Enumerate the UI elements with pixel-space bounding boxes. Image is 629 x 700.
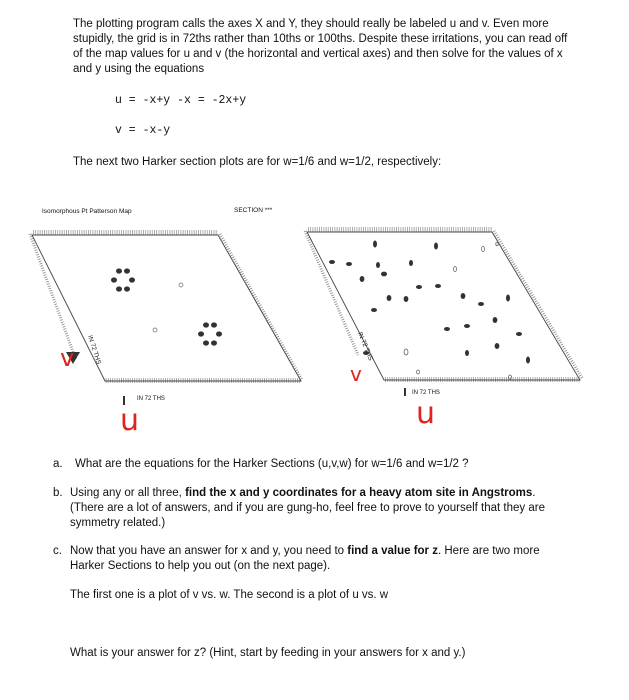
peak — [116, 286, 122, 291]
axis-arrow-u — [404, 388, 406, 396]
peak — [495, 343, 500, 349]
right-bottom-tick-band — [384, 377, 580, 382]
peak — [464, 324, 470, 328]
peak — [376, 262, 380, 268]
peak — [211, 340, 217, 345]
peak — [516, 332, 522, 336]
peak — [387, 295, 392, 301]
final-question: What is your answer for z? (Hint, start by feeding in your answers for x and y.) — [70, 647, 466, 659]
left-bottom-tick-band — [105, 378, 301, 383]
minor-peak — [482, 247, 485, 252]
minor-peak — [153, 328, 157, 332]
peak — [346, 262, 352, 266]
left-top-tick-band — [32, 230, 218, 235]
question-b-emphasis: find the x and y coordinates for a heavy atom site in Angstroms — [185, 487, 533, 499]
handwritten-u-right: u — [416, 396, 436, 431]
peak-cluster — [198, 322, 222, 345]
peak — [116, 268, 122, 273]
peak — [329, 260, 335, 264]
peak — [409, 260, 413, 266]
minor-peak — [179, 283, 183, 287]
question-a-marker: a. — [53, 458, 63, 470]
peak — [444, 327, 450, 331]
intro-line-2: stupidly, the grid is in 72ths rather than 10ths or 100ths. Despite these irritations, you can read off — [73, 33, 568, 45]
peak — [371, 308, 377, 312]
right-right-tick-band — [494, 231, 582, 378]
equation-v: v = -x-y — [115, 124, 171, 137]
question-a-text: What are the equations for the Harker Sections (u,v,w) for w=1/6 and w=1/2 ? — [75, 458, 469, 470]
right-top-tick-band — [307, 227, 492, 232]
right-axis-x-label: IN 72 THS — [412, 390, 440, 396]
peak — [360, 276, 365, 282]
right-left-tick-band — [305, 231, 358, 355]
peak — [198, 331, 204, 336]
question-b — [70, 486, 615, 531]
intro-line-4: and y using the equations — [73, 63, 205, 75]
left-right-tick-band — [220, 234, 302, 380]
right-map-title: SECTION *** — [234, 207, 273, 214]
minor-peaks — [404, 242, 512, 379]
harker-intro: The next two Harker section plots are for w=1/6 and w=1/2, respectively: — [73, 156, 442, 168]
peak — [461, 293, 466, 299]
peak — [129, 277, 135, 282]
peak — [435, 284, 441, 288]
question-b-line-2: (There are a lot of answers, and if you are gung-ho, feel free to prove to yourself that they are — [70, 502, 545, 514]
peak — [526, 357, 530, 364]
peak — [434, 243, 438, 250]
peak — [404, 296, 409, 302]
peak — [416, 285, 422, 289]
peak — [124, 268, 130, 273]
handwritten-v-right: v — [350, 362, 362, 386]
intro-line-1: The plotting program calls the axes X and Y, they should really be labeled u and v. Even more — [73, 18, 549, 30]
handwritten-v-left: v — [60, 344, 75, 372]
peak — [506, 295, 510, 302]
minor-peak — [404, 349, 408, 355]
question-b-line-3: symmetry related.) — [70, 517, 166, 529]
peak — [493, 317, 498, 323]
handwritten-u-left: u — [120, 403, 140, 438]
question-b-line-1: Using any or all three, find the x and y coordinates for a heavy atom site in Angstroms. — [70, 487, 536, 499]
right-map-frame — [307, 232, 580, 380]
right-axis-y-label: IN 72 THS — [356, 331, 374, 362]
minor-peak — [417, 370, 420, 374]
peak-group — [329, 241, 530, 364]
equation-u: u = -x+y -x = -2x+y — [115, 94, 247, 107]
peak — [373, 241, 377, 248]
left-axis-y-label: IN 72 THS — [86, 334, 103, 366]
peak — [478, 302, 484, 306]
peak — [465, 350, 469, 356]
peak — [211, 322, 217, 327]
peak — [203, 340, 209, 345]
peak-cluster — [111, 268, 135, 291]
question-c-line-1: Now that you have an answer for x and y, you need to find a value for z. Here are two more — [70, 545, 540, 557]
intro-line-3: of the map values for u and v (the horizontal and vertical axes) and then solve for the values of x — [73, 48, 563, 60]
question-c — [70, 544, 615, 574]
right-harker-map — [305, 227, 582, 396]
question-c-emphasis: find a value for z — [347, 545, 438, 557]
left-left-tick-band — [30, 234, 76, 360]
peak — [216, 331, 222, 336]
peak — [124, 286, 130, 291]
patterson-map-figure — [0, 220, 629, 420]
left-axis-x-label: IN 72 THS — [137, 396, 165, 402]
question-c-marker: c. — [53, 545, 62, 557]
left-harker-map — [30, 230, 302, 405]
question-b-marker: b. — [53, 487, 63, 499]
intro-paragraph — [73, 17, 618, 77]
question-c-line-2: Harker Sections to help you out (on the next page). — [70, 560, 331, 572]
left-map-title: Isomorphous Pt Patterson Map — [42, 208, 132, 215]
minor-peak — [496, 242, 498, 246]
peak — [203, 322, 209, 327]
peak — [111, 277, 117, 282]
minor-peak — [454, 267, 457, 272]
plot-note: The first one is a plot of v vs. w. The second is a plot of u vs. w — [70, 589, 389, 601]
peak — [381, 272, 387, 277]
